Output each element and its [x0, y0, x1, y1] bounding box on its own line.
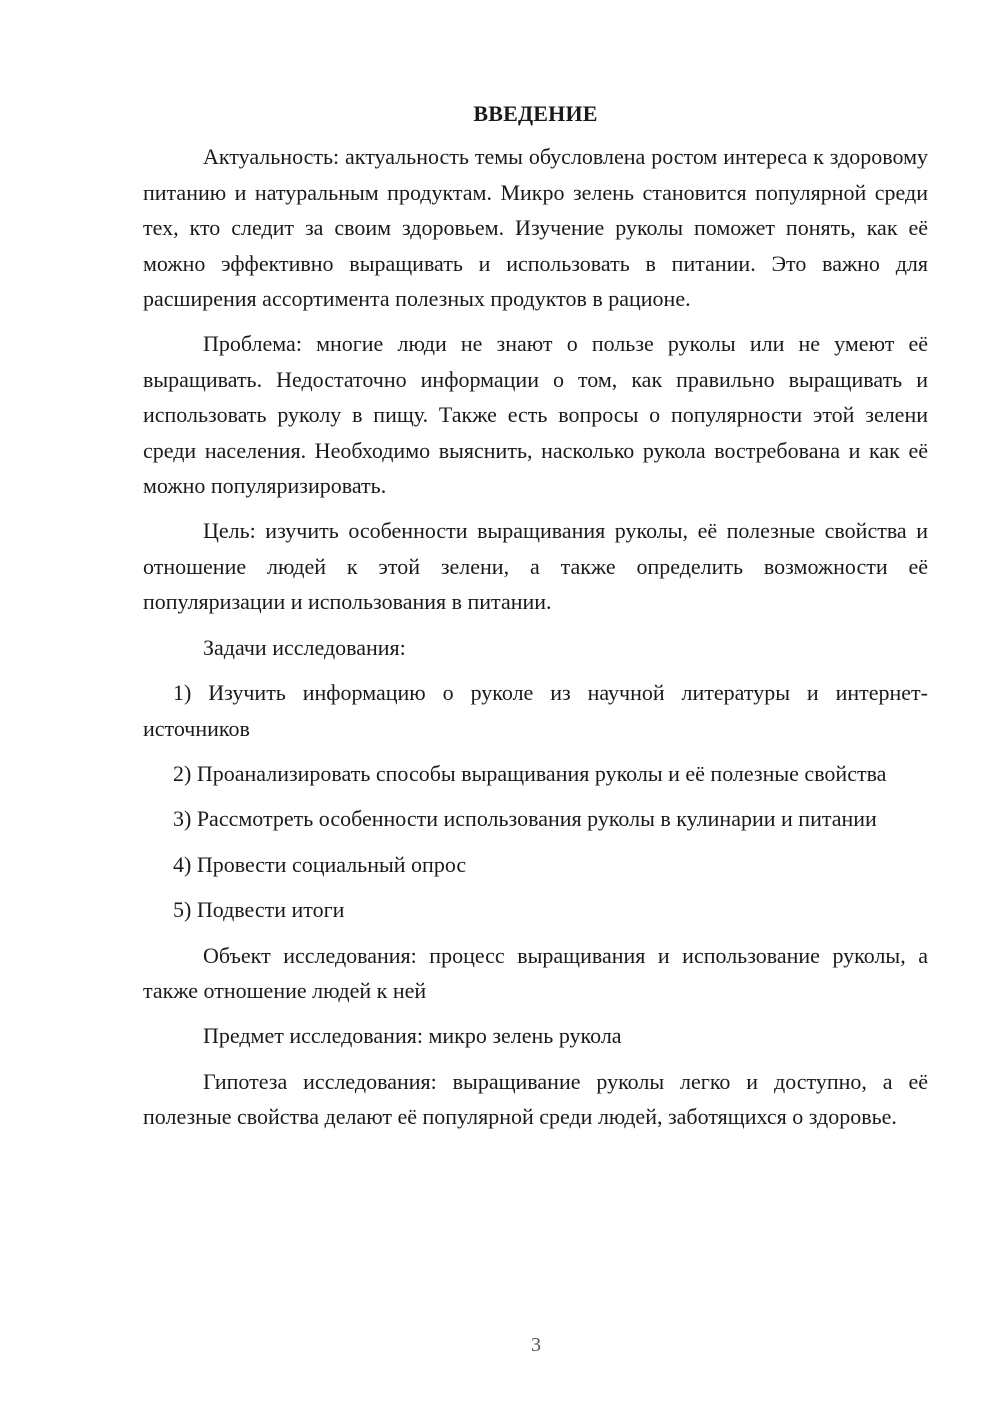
relevance-paragraph: Актуальность: актуальность темы обусловлена ростом интереса к здоровому питанию и натуральным продуктам. Микро зелень становится популярной среди тех, кто следит за своим здоровьем. Изучение руколы поможет понять, как её можно эффективно выращивать и использовать в питании. Это важно для расширения ассортимента полезных продуктов в рационе. — [143, 144, 928, 312]
task-item-4: 4) Провести социальный опрос — [173, 851, 467, 877]
subject-paragraph: Предмет исследования: микро зелень рукола — [203, 1023, 622, 1049]
problem-paragraph: Проблема: многие люди не знают о пользе руколы или не умеют её выращивать. Недостаточно информации о том, как правильно выращивать и использовать руколу в пищу. Также есть вопросы о популярности этой зелени среди населения. Необходимо выяснить, насколько рукола востребована и как её можно популяризировать. — [143, 331, 928, 499]
task-item-2: 2) Проанализировать способы выращивания руколы и её полезные свойства — [173, 760, 887, 786]
task-item-1: 1) Изучить информацию о руколе из научной литературы и интернет-источников — [143, 680, 928, 741]
object-paragraph: Объект исследования: процесс выращивания и использование руколы, а также отношение людей к ней — [143, 942, 928, 1003]
task-item-5: 5) Подвести итоги — [173, 897, 345, 923]
tasks-heading: Задачи исследования: — [203, 634, 406, 660]
hypothesis-paragraph: Гипотеза исследования: выращивание руколы легко и доступно, а её полезные свойства делают её популярной среди людей, заботящихся о здоровье. — [143, 1068, 928, 1130]
page-number: 3 — [531, 1334, 541, 1356]
document-page — [143, 96, 928, 1145]
goal-paragraph: Цель: изучить особенности выращивания руколы, её полезные свойства и отношение людей к этой зелени, а также определить возможности её популяризации и использования в питании. — [143, 518, 928, 615]
task-item-3: 3) Рассмотреть особенности использования руколы в кулинарии и питании — [173, 806, 877, 832]
section-heading: ВВЕДЕНИЕ — [473, 101, 598, 126]
